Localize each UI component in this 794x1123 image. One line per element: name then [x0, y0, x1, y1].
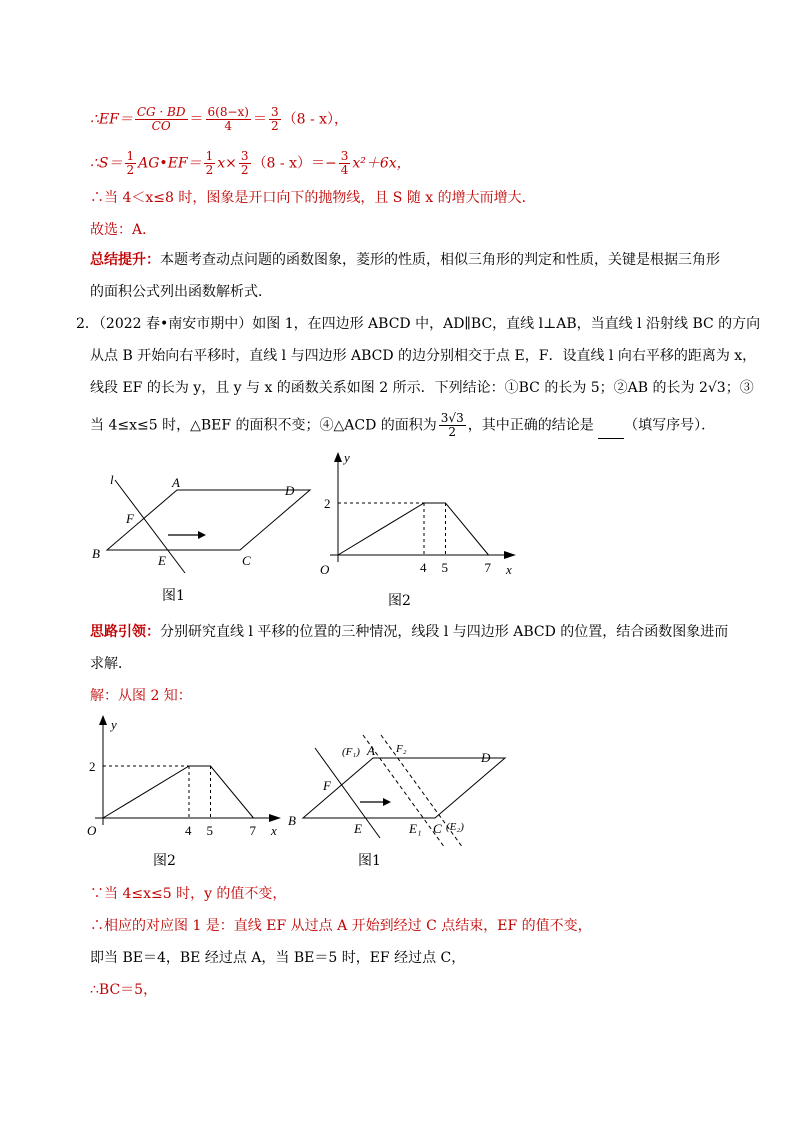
- fraction: $\frac{CG \cdot BD}{CO}$: [136, 105, 186, 133]
- x-tick-label: 7: [484, 560, 491, 575]
- summary-continued: 的面积公式列出函数解析式．: [90, 284, 272, 300]
- bottom-figure1-caption: 图1: [358, 853, 381, 869]
- step-2: ∴相应的对应图 1 是：直线 EF 从过点 A 开始到经过 C 点结束，EF 的值不变，: [90, 918, 592, 934]
- solution-start: 解：从图 2 知：: [90, 688, 192, 704]
- fraction: $\frac{1}{2}$: [205, 149, 214, 177]
- x-tick-label: 7: [249, 823, 256, 838]
- hint: [90, 622, 728, 642]
- answer-text: 故选：A．: [90, 222, 157, 238]
- label-f1: (F₁): [342, 746, 360, 758]
- problem2-line2: 从点 B 开始向右平移时，直线 l 与四边形 ABCD 的边分别相交于点 E，F．设直线 l 向右平移的距离为 x，: [90, 348, 757, 364]
- step-3: 即当 BE＝4，BE 经过点 A，当 BE＝5 时，EF 经过点 C，: [90, 950, 466, 966]
- label-e: E: [354, 821, 362, 836]
- answer-blank: [598, 424, 624, 439]
- line-l: [315, 748, 380, 838]
- fraction: $\frac{3}{2}$: [270, 105, 279, 133]
- label-b: B: [92, 546, 100, 561]
- arrow-head: [383, 798, 391, 806]
- figure1-caption: 图1: [162, 588, 185, 604]
- function-line: [103, 766, 254, 818]
- fraction: $\frac{3}{2}$: [240, 149, 249, 177]
- label-e: E: [158, 553, 166, 568]
- x-tick-label: 5: [206, 823, 213, 838]
- fraction: $\frac{6(8-x)}{4}$: [207, 105, 249, 133]
- label-c: C: [433, 821, 442, 836]
- x-tick-label: 4: [420, 560, 427, 575]
- step-4: ∴BC＝5，: [90, 982, 158, 998]
- quadrilateral-abcd: [303, 758, 505, 818]
- x-tick-label: 4: [185, 823, 192, 838]
- label-e2: (E₂): [446, 821, 464, 833]
- summary-text: 本题考查动点问题的函数图象，菱形的性质，相似三角形的判定和性质，关键是根据三角形: [160, 252, 720, 268]
- figure2-graph-top: [320, 452, 530, 582]
- figure1-bottom: [285, 730, 515, 860]
- x-arrow: [504, 551, 516, 559]
- graph-marks: [89, 759, 257, 838]
- y-arrow: [334, 452, 342, 462]
- x-tick-label: 5: [441, 560, 448, 575]
- label-f: F: [323, 778, 331, 793]
- arrow-head: [198, 531, 206, 539]
- label-d: D: [481, 750, 491, 765]
- label-e1: E₁: [409, 821, 422, 836]
- origin-label: O: [320, 562, 330, 577]
- axis-label-x: x: [506, 562, 512, 577]
- fraction: $\frac{3√3}{2}$: [440, 411, 464, 439]
- problem2-line1: 2．（2022 春•南安市期中）如图 1，在四边形 ABCD 中，AD∥BC，直线 l⊥AB，当直线 l 沿射线 BC 的方向: [76, 316, 761, 332]
- figure2-caption: 图2: [388, 593, 411, 609]
- s-equation: ∴S＝ $\frac{1}{2}$ AG•EF＝ $\frac{1}{2}$ x× $\frac{3}{2}$ （8 - x）＝− $\frac{3}{4}$ x²＋6x，: [90, 149, 411, 177]
- x-arrow: [269, 814, 281, 822]
- label-d: D: [285, 483, 295, 498]
- quadrilateral-abcd: [107, 490, 310, 550]
- label-l: l: [110, 472, 114, 487]
- fraction: $\frac{3}{4}$: [340, 149, 349, 177]
- step-1: ∵当 4≤x≤5 时，y 的值不变，: [90, 886, 287, 902]
- label-b: B: [288, 813, 296, 828]
- origin-label: O: [87, 823, 97, 838]
- hint-text: 分别研究直线 l 平移的位置的三种情况，线段 l 与四边形 ABCD 的位置，结合函数图象进而: [160, 624, 729, 640]
- axis-label-x: x: [271, 823, 277, 838]
- label-c: C: [242, 553, 251, 568]
- bottom-figure2-caption: 图2: [153, 853, 176, 869]
- conclusion-text: ∴当 4＜x≤8 时，图象是开口向下的抛物线，且 S 随 x 的增大而增大．: [90, 190, 536, 206]
- axis-label-y: y: [344, 450, 350, 465]
- summary: [90, 250, 720, 270]
- graph-marks: [324, 496, 492, 575]
- y-arrow: [99, 715, 107, 725]
- line-l: [115, 480, 185, 573]
- hint-label: 思路引领：: [90, 624, 160, 640]
- label-a: A: [367, 743, 375, 758]
- figure2-graph-bottom: [85, 715, 295, 845]
- hint-continued: 求解．: [90, 656, 132, 672]
- problem2-line3: 线段 EF 的长为 y，且 y 与 x 的函数关系如图 2 所示．下列结论：①BC 的长为 5；②AB 的长为 2√3；③: [90, 380, 754, 396]
- label-a: A: [172, 475, 180, 490]
- y-tick-label: 2: [324, 496, 331, 511]
- axis-label-y: y: [111, 717, 117, 732]
- label-f: F: [126, 511, 134, 526]
- summary-label: 总结提升：: [90, 252, 160, 268]
- ef-equation: ∴EF＝ $\frac{CG \cdot BD}{CO}$ ＝ $\frac{6(8-x)}{4}$ ＝ $\frac{3}{2}$ （8 - x），: [90, 105, 349, 133]
- y-tick-label: 2: [89, 759, 96, 774]
- function-line: [338, 503, 489, 555]
- label-f2: F₂: [396, 743, 407, 755]
- figure1-top: [80, 465, 320, 575]
- problem2-line4: 当 4≤x≤5 时，△BEF 的面积不变；④△ACD 的面积为 $\frac{3√3}{2}$ ，其中正确的结论是 （填写序号）．: [90, 411, 716, 439]
- fraction: $\frac{1}{2}$: [126, 149, 135, 177]
